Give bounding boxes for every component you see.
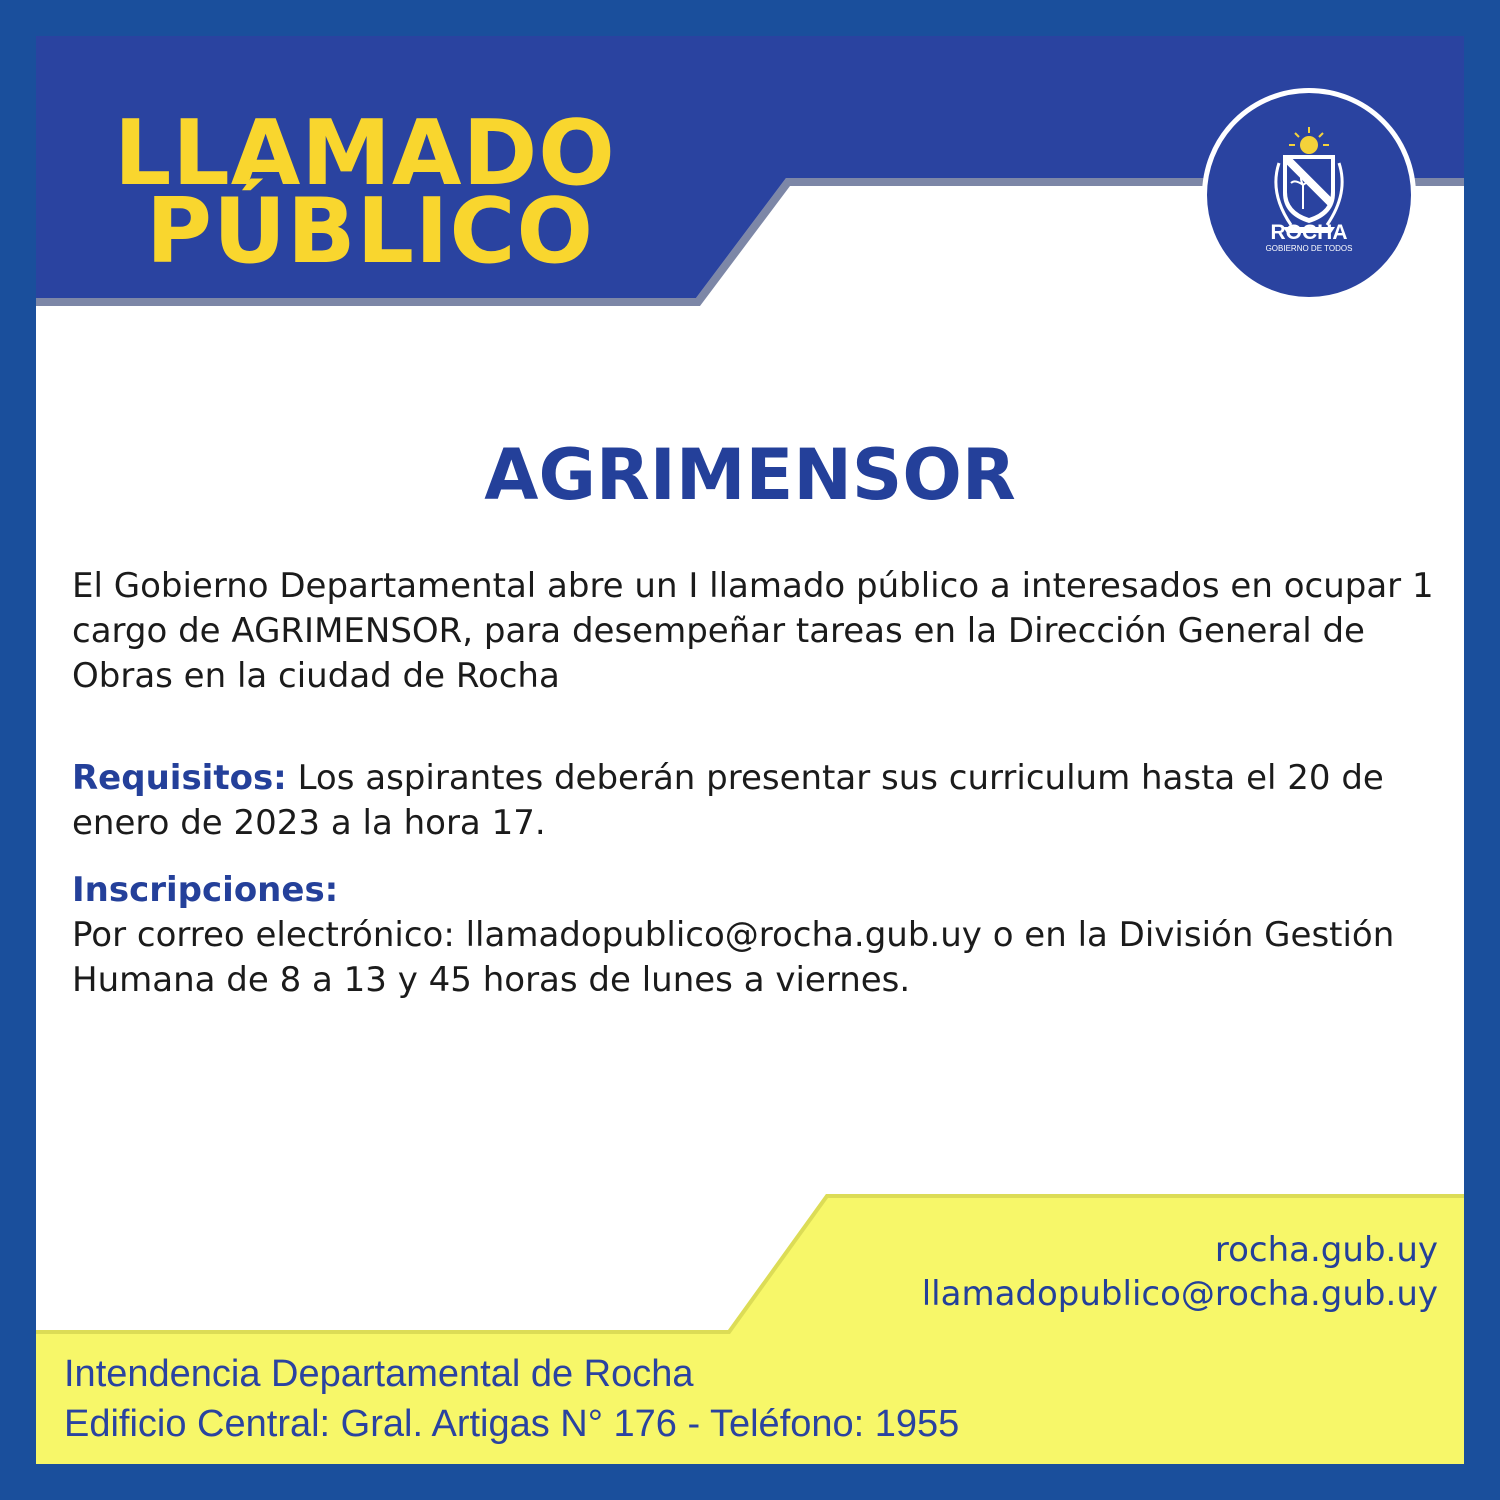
footer-org-address: Edificio Central: Gral. Artigas N° 176 - Teléfono: 1955 (64, 1403, 960, 1445)
requirements-label: Requisitos: (72, 758, 287, 798)
header-title-line2: PÚBLICO (146, 179, 595, 284)
poster-panel (36, 36, 1464, 1464)
rocha-coat-of-arms-icon (1207, 93, 1411, 297)
header-title-line1: LLAMADO (114, 101, 616, 206)
rocha-logo (1202, 88, 1416, 302)
intro-paragraph: El Gobierno Departamental abre un I llamado público a interesados en ocupar 1 cargo de AGRIMENSOR, para desempeñar tareas en la Dirección General de Obras en la ciudad de Rocha (72, 566, 1434, 696)
footer-website: rocha.gub.uy (1214, 1230, 1438, 1270)
requirements-text: Los aspirantes deberán presentar sus curriculum hasta el 20 de enero de 2023 a la hora 17. (72, 758, 1384, 843)
logo-name: ROCHA (1270, 221, 1348, 244)
footer-org-name: Intendencia Departamental de Rocha (64, 1353, 694, 1395)
registration-paragraph (72, 868, 1452, 1003)
footer-email: llamadopublico@rocha.gub.uy (921, 1274, 1438, 1314)
logo-tagline: GOBIERNO DE TODOS (1265, 244, 1353, 253)
registration-text: Por correo electrónico: llamadopublico@rocha.gub.uy o en la División Gestión Humana de 8 a 13 y 45 horas de lunes a viernes. (72, 915, 1395, 1000)
registration-label: Inscripciones: (72, 870, 339, 910)
requirements-paragraph (72, 756, 1452, 846)
job-title: AGRIMENSOR (484, 434, 1016, 516)
